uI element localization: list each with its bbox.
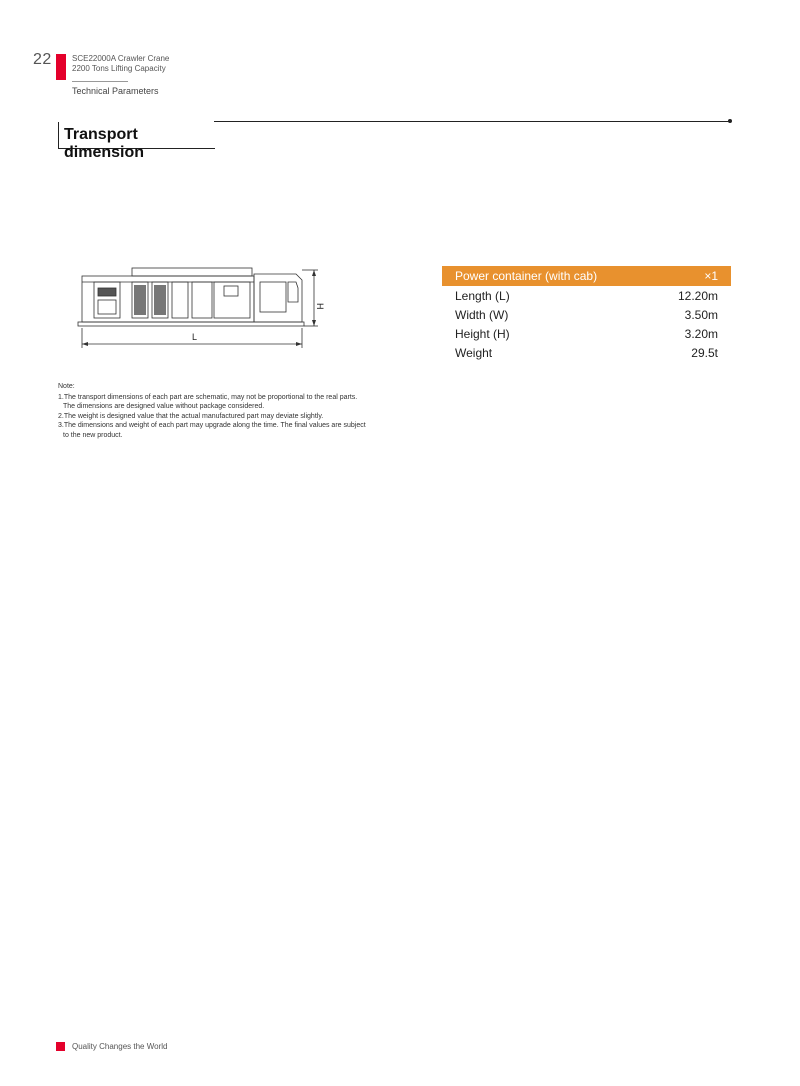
spec-value: 29.5t [691, 345, 718, 360]
skid-base [78, 322, 304, 326]
section-name: Technical Parameters [72, 86, 159, 96]
product-capacity: 2200 Tons Lifting Capacity [72, 64, 166, 73]
spec-label: Weight [455, 345, 493, 360]
spec-value: 3.50m [684, 307, 718, 322]
header-divider [72, 81, 128, 82]
cab-outline [254, 274, 302, 322]
spec-row-height [442, 324, 731, 343]
note-1-continued: The dimensions are designed value without package considered. [63, 403, 265, 410]
component-name: Power container (with cab) [455, 269, 598, 283]
spec-table [442, 266, 731, 362]
title-rule-end-dot [728, 119, 732, 123]
note-3: 3.The dimensions and weight of each part may upgrade along the time. The final values are subject [58, 422, 366, 429]
page-title-box [58, 122, 215, 161]
product-name: SCE22000A Crawler Crane [72, 54, 170, 63]
note-2: 2.The weight is designed value that the actual manufactured part may deviate slightly. [58, 412, 324, 420]
spec-label: Length (L) [455, 288, 510, 303]
spec-value: 3.20m [684, 326, 718, 341]
spec-label: Height (H) [455, 326, 510, 341]
header-accent-bar [56, 54, 66, 80]
title-rule [214, 121, 730, 122]
note-1: 1.The transport dimensions of each part are schematic, may not be proportional to the real parts. [58, 393, 358, 401]
spec-row-weight [442, 343, 731, 362]
length-label: L [192, 332, 198, 342]
page-title: Transport dimension [64, 126, 145, 161]
footer-slogan: Quality Changes the World [72, 1042, 168, 1051]
height-label: H [315, 303, 325, 310]
spec-value: 12.20m [677, 288, 718, 303]
component-quantity: ×1 [704, 269, 718, 283]
notes-title: Note: [58, 383, 75, 390]
control-cabinet [214, 282, 250, 318]
container-roof [132, 268, 252, 276]
header-product-info [72, 54, 169, 74]
spec-label: Width (W) [455, 307, 509, 322]
page-number: 22 [33, 51, 52, 68]
spec-row-width [442, 305, 731, 324]
notes [58, 382, 398, 440]
spec-row-length [442, 286, 731, 305]
spec-table-header [442, 266, 731, 286]
power-container-drawing [74, 262, 330, 352]
note-3-continued: to the new product. [63, 431, 123, 439]
footer-brand-square [56, 1042, 65, 1051]
